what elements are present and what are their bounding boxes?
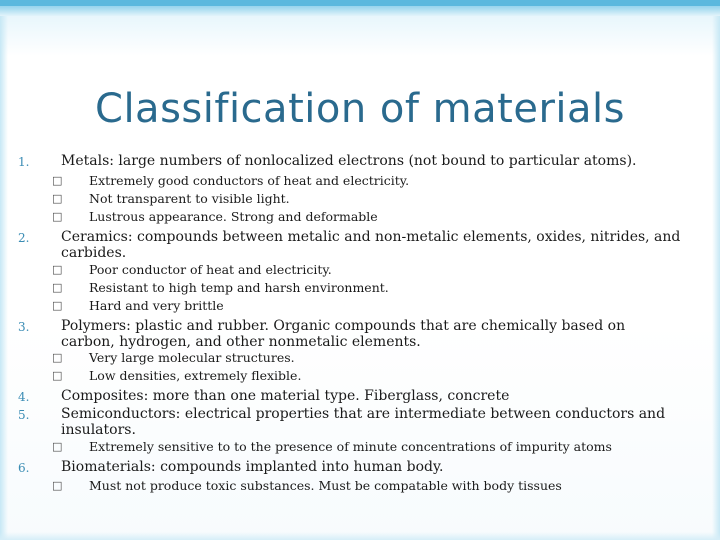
sub-item: Extremely sensitive to to the presence of minute concentrations of impurity atoms xyxy=(89,439,612,454)
slide-title: Classification of materials xyxy=(95,86,625,132)
list-number: 5. xyxy=(18,408,30,422)
sub-item: Low densities, extremely flexible. xyxy=(89,368,302,383)
square-bullet-icon: □ xyxy=(52,174,63,187)
list-item-metals: Metals: large numbers of nonlocalized electrons (not bound to particular atoms). xyxy=(61,153,637,169)
list-number: 6. xyxy=(18,461,30,475)
list-item-ceramics: Ceramics: compounds between metalic and non-metalic elements, oxides, nitrides, and carbides. xyxy=(61,229,681,261)
sub-item: Extremely good conductors of heat and electricity. xyxy=(89,173,410,188)
list-item-polymers: Polymers: plastic and rubber. Organic compounds that are chemically based on carbon, hydrogen, and other nonmetalic elements. xyxy=(61,318,626,350)
list-number: 2. xyxy=(18,231,30,245)
square-bullet-icon: □ xyxy=(52,281,63,294)
square-bullet-icon: □ xyxy=(52,351,63,364)
square-bullet-icon: □ xyxy=(52,210,63,223)
sub-item: Poor conductor of heat and electricity. xyxy=(89,262,332,277)
square-bullet-icon: □ xyxy=(52,192,63,205)
list-number: 3. xyxy=(18,320,30,334)
sub-item: Very large molecular structures. xyxy=(89,350,295,365)
list-item-semiconductors: Semiconductors: electrical properties that are intermediate between conductors and insulators. xyxy=(61,406,666,438)
sub-item: Must not produce toxic substances. Must be compatable with body tissues xyxy=(89,478,562,493)
sub-item: Resistant to high temp and harsh environment. xyxy=(89,280,389,295)
square-bullet-icon: □ xyxy=(52,299,63,312)
list-item-biomaterials: Biomaterials: compounds implanted into human body. xyxy=(61,459,444,475)
square-bullet-icon: □ xyxy=(52,479,63,492)
sub-item: Lustrous appearance. Strong and deformable xyxy=(89,209,378,224)
sub-item: Hard and very brittle xyxy=(89,298,224,313)
list-number: 4. xyxy=(18,390,30,404)
list-number: 1. xyxy=(18,155,30,169)
square-bullet-icon: □ xyxy=(52,369,63,382)
list-item-composites: Composites: more than one material type. Fiberglass, concrete xyxy=(61,388,510,404)
sub-item: Not transparent to visible light. xyxy=(89,191,290,206)
square-bullet-icon: □ xyxy=(52,263,63,276)
square-bullet-icon: □ xyxy=(52,440,63,453)
